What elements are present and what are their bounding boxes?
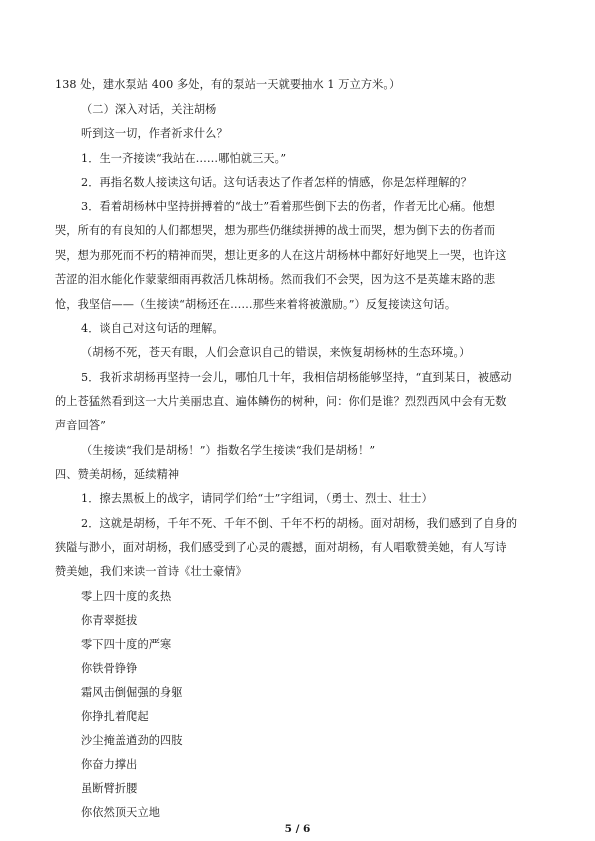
text-line: 2．再指名数人接读这句话。这句话表达了作者怎样的情感，你是怎样理解的？ [81, 176, 472, 189]
text-line: 138 处，建水泵站 400 多处，有的泵站一天就要抽水 1 万立方米。） [55, 78, 401, 91]
poem-line: 你依然顶天立地 [81, 806, 161, 819]
text-line: 1．擦去黑板上的战字，请同学们给“士”字组词，（勇士、烈士、壮士） [81, 492, 433, 505]
poem-line: 你青翠挺拔 [81, 614, 138, 627]
text-line: （生接读“我们是胡杨！”）指数名学生接读“我们是胡杨！” [81, 444, 376, 457]
poem-line: 你铁骨铮铮 [81, 662, 138, 675]
poem-line: 虽断臂折腰 [81, 782, 138, 795]
text-line: 狭隘与渺小，面对胡杨，我们感受到了心灵的震撼，面对胡杨，有人唱歌赞美她，有人写诗 [55, 541, 507, 554]
poem-line: 零下四十度的严寒 [81, 638, 172, 651]
page-number: 5 / 6 [284, 823, 311, 835]
section-heading: 四、赞美胡杨，延续精神 [55, 468, 180, 481]
text-line: 哭，所有的有良知的人们都想哭，想为那些仍继续拼搏的战士而哭，想为倒下去的伤者而 [55, 224, 496, 237]
poem-line: 霜风击倒倔强的身躯 [81, 686, 183, 699]
text-line: 怆，我坚信——（生接读“胡杨还在……那些来着将被激励。”）反复接读这句话。 [55, 298, 457, 311]
text-line: 听到这一切，作者祈求什么？ [81, 127, 228, 140]
poem-line: 你挣扎着爬起 [81, 710, 149, 723]
text-line: 声音回答” [55, 419, 106, 432]
text-line: 哭，想为那死而不朽的精神而哭，想让更多的人在这片胡杨林中都好好地哭上一哭，也许这 [55, 249, 507, 262]
text-line: 的上苍猛然看到这一大片美丽忠直、遍体鳞伤的树种，问：你们是谁？烈烈西风中会有无数 [55, 395, 507, 408]
text-line: 2．这就是胡杨，千年不死、千年不倒、千年不朽的胡杨。面对胡杨，我们感到了自身的 [81, 517, 518, 530]
poem-line: 你奋力撑出 [81, 758, 138, 771]
section-heading: （二）深入对话，关注胡杨 [81, 103, 217, 116]
poem-line: 沙尘掩盖遒劲的四肢 [81, 734, 183, 747]
text-line: 苦涩的泪水能化作蒙蒙细雨再救活几株胡杨。然而我们不会哭，因为这不是英雄末路的悲 [55, 273, 496, 286]
poem-line: 零上四十度的炙热 [81, 590, 172, 603]
text-line: 1．生一齐接读“我站在……哪怕就三天。” [81, 152, 287, 165]
text-line: 赞美她，我们来读一首诗《壮士豪情》 [55, 565, 247, 578]
text-line: 4．谈自己对这句话的理解。 [81, 322, 224, 335]
text-line: （胡杨不死，苍天有眼，人们会意识自己的错误，来恢复胡杨林的生态环境。） [81, 346, 471, 359]
text-line: 5．我祈求胡杨再坚持一会儿，哪怕几十年，我相信胡杨能够坚持，“直到某日，被感动 [81, 371, 512, 384]
text-line: 3．看着胡杨林中坚持拼搏着的“战士”看着那些倒下去的伤者，作者无比心痛。他想 [81, 200, 495, 213]
